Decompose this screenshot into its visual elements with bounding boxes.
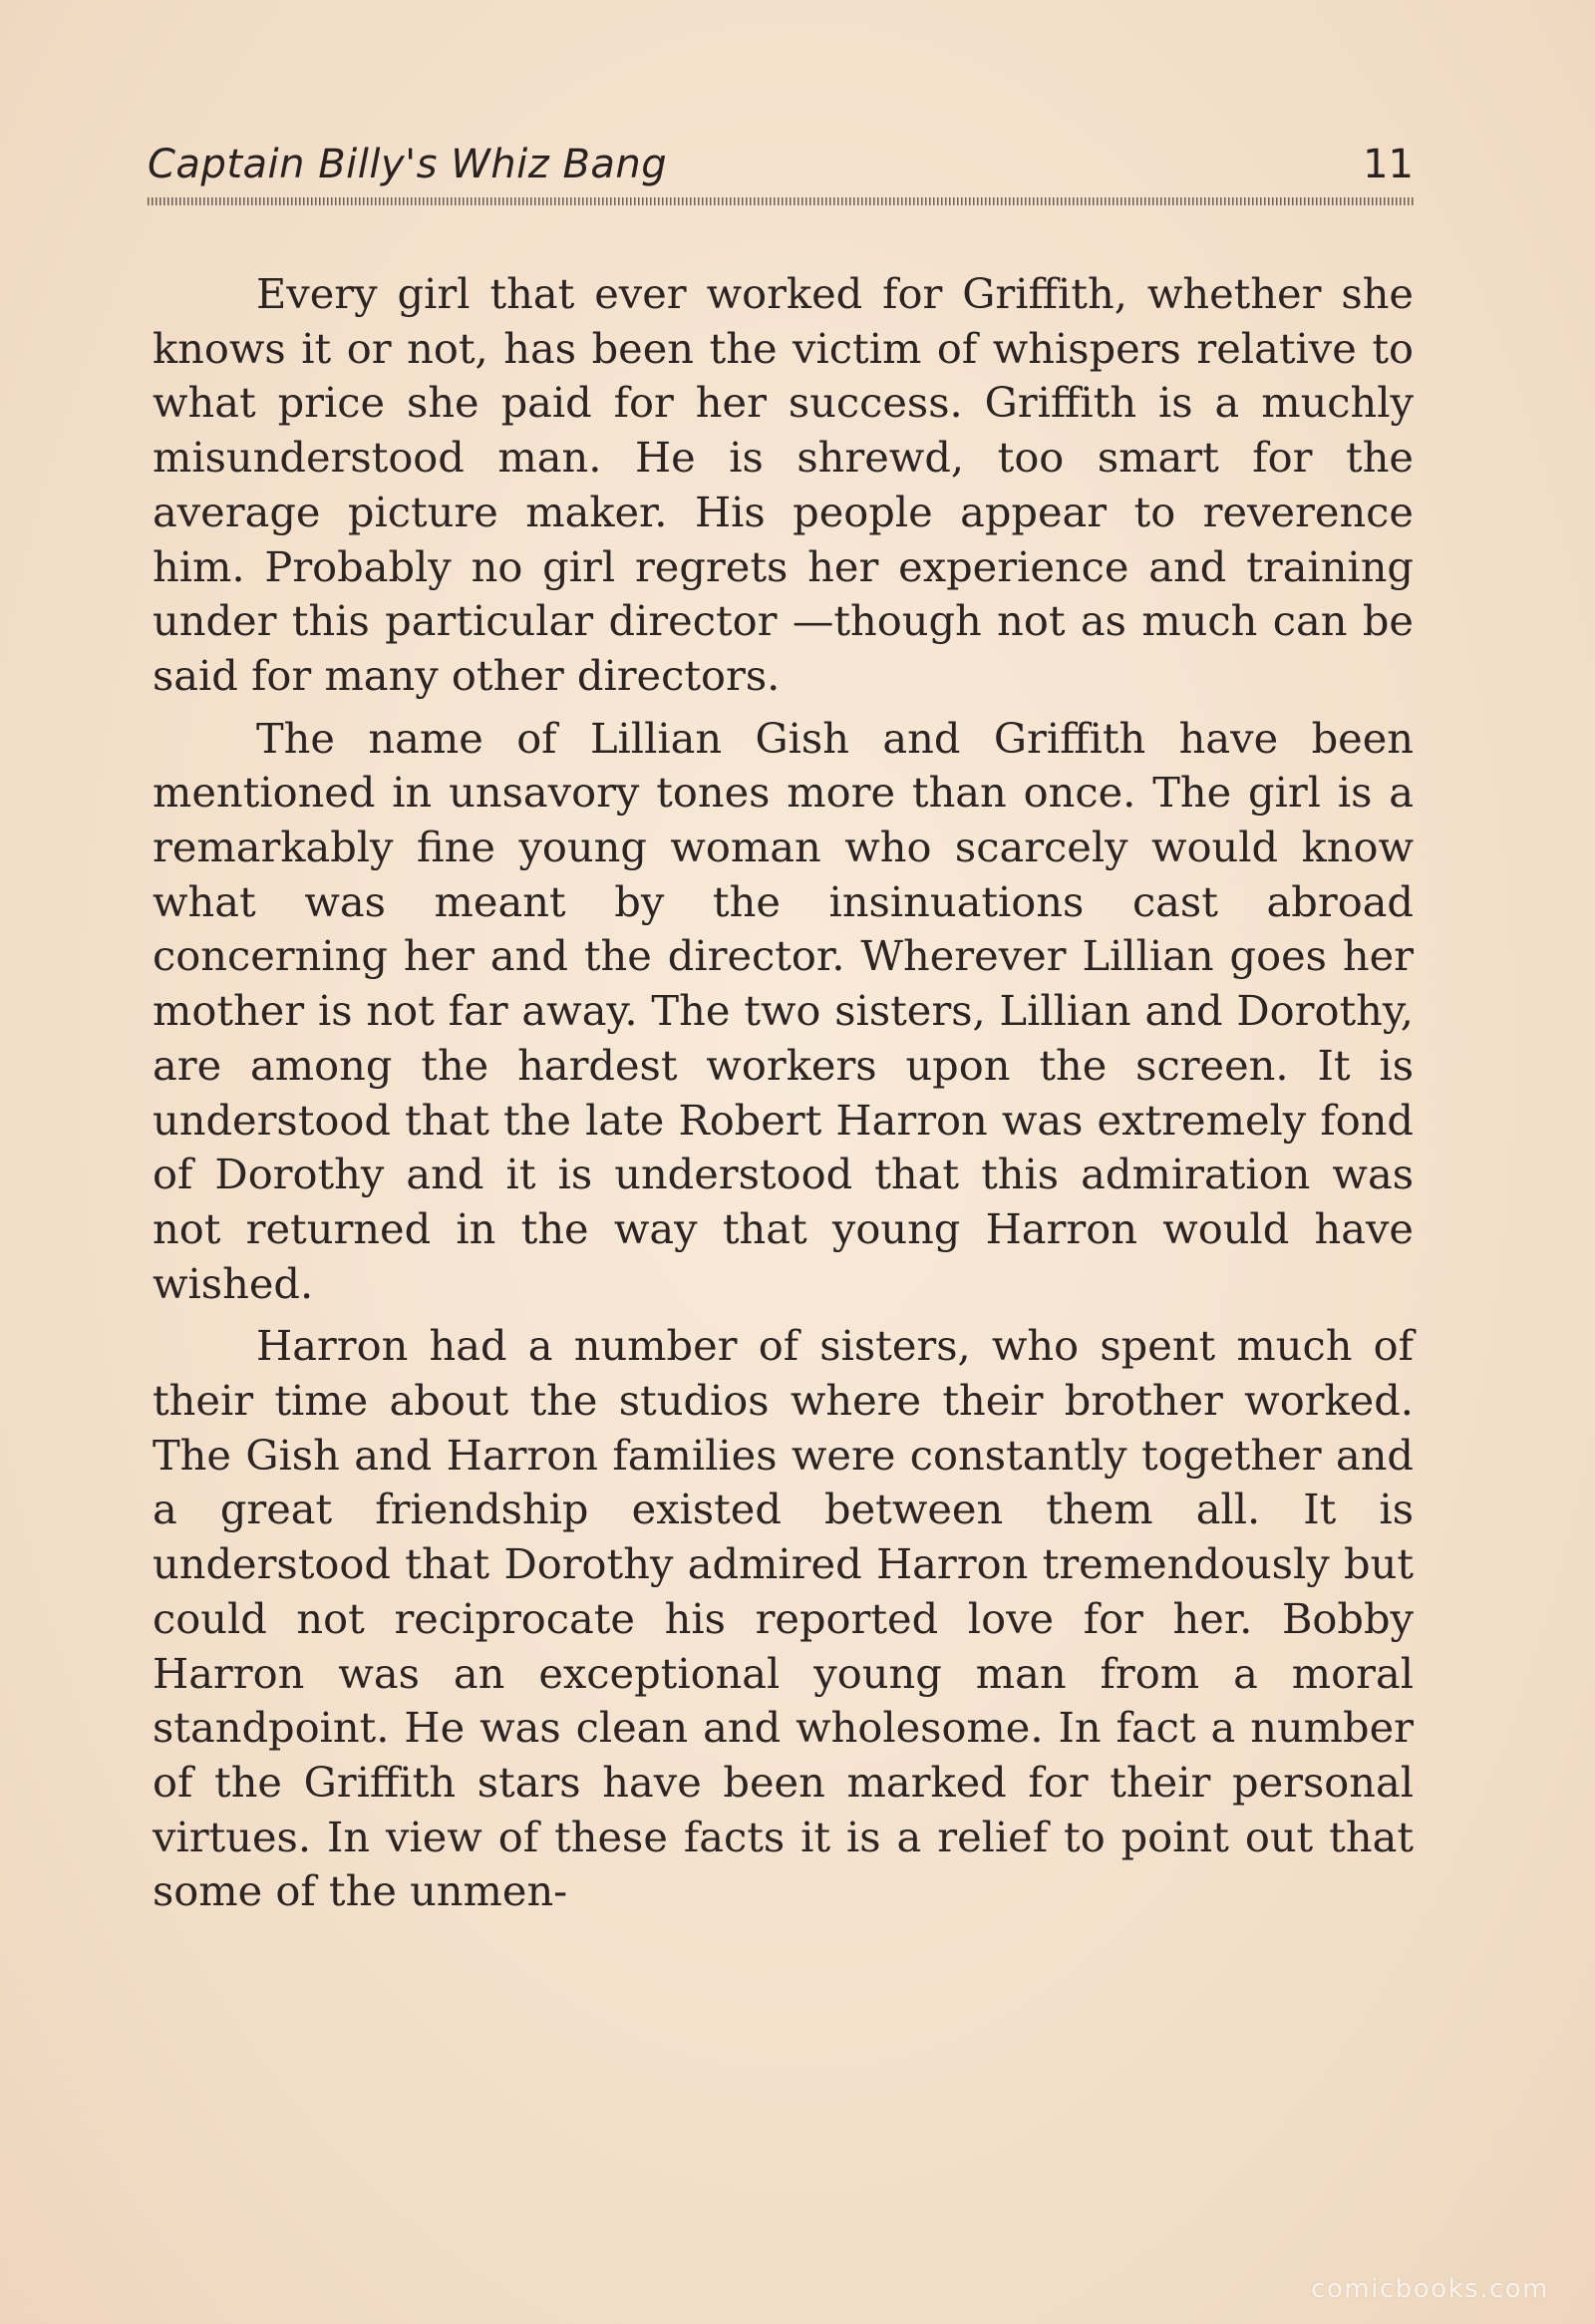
running-head	[148, 142, 1414, 201]
article-body	[153, 267, 1414, 1927]
page-number: 11	[1363, 142, 1414, 187]
paragraph-3: Harron had a number of sisters, who spent much of their time about the studios where their brother worked. The Gish and Harron families were constantly together and a great friendship existed between them all. It is understood that Dorothy admired Harron tremendously but could not reciprocate his reported love for her. Bobby Harron was an exceptional young man from a moral standpoint. He was clean and wholesome. In fact a number of the Griffith stars have been marked for their personal virtues. In view of these facts it is a relief to point out that some of the unmen-	[153, 1321, 1414, 1916]
header-rule	[148, 197, 1414, 205]
paragraph-1: Every girl that ever worked for Griffith, whether she knows it or not, has been the victim of whispers relative to what price she paid for her success. Griffith is a muchly misunderstood man. He is shrewd, too smart for the average picture maker. His people appear to reverence him. Probably no girl regrets her experience and training under this particular director —though not as much can be said for many other directors.	[153, 269, 1414, 700]
paragraph-2: The name of Lillian Gish and Griffith have been mentioned in unsavory tones more than once. The girl is a remarkably fine young woman who scarcely would know what was meant by the insinuations cast abroad concerning her and the director. Wherever Lillian goes her mother is not far away. The two sisters, Lillian and Dorothy, are among the hardest workers upon the screen. It is understood that the late Robert Harron was extremely fond of Dorothy and it is understood that this admiration was not returned in the way that young Harron would have wished.	[153, 713, 1414, 1308]
watermark: comicbooks.com	[1311, 2274, 1549, 2304]
running-head-title: Captain Billy's Whiz Bang	[148, 142, 668, 187]
